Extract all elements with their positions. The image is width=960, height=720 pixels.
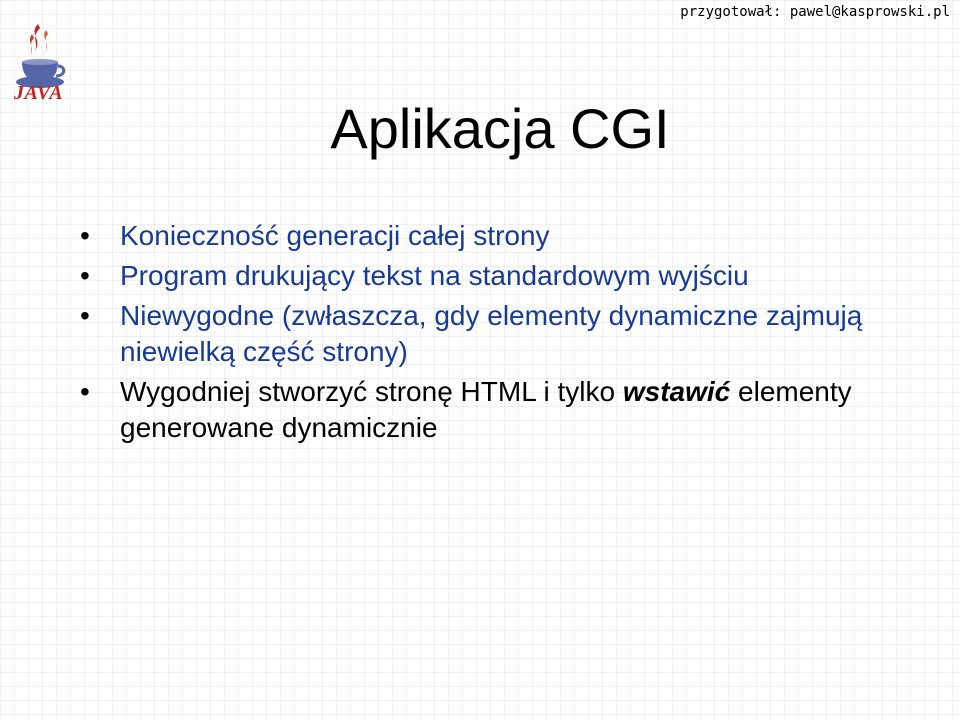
bullet-text: Program drukujący tekst na standardowym wyjściu	[120, 260, 749, 291]
bullet-text: Wygodniej stworzyć stronę HTML i tylko	[120, 376, 623, 407]
bullet-text: Niewygodne (zwłaszcza, gdy elementy dynamiczne zajmują niewielką część strony)	[120, 300, 863, 367]
bullet-emphasis: wstawić	[622, 376, 731, 407]
slide-title: Aplikacja CGI	[330, 97, 670, 160]
java-logo-text: JAVA	[14, 82, 64, 104]
bullet-item	[80, 258, 930, 294]
bullet-item	[80, 298, 930, 370]
bullet-list	[80, 218, 930, 450]
bullet-text: Konieczność generacji całej strony	[120, 220, 550, 251]
bullet-item	[80, 374, 930, 446]
author-credit: przygotował: pawel@kasprowski.pl	[680, 4, 950, 20]
bullet-item	[80, 218, 930, 254]
bullet-text: elementy generowane dynamicznie	[120, 376, 852, 443]
